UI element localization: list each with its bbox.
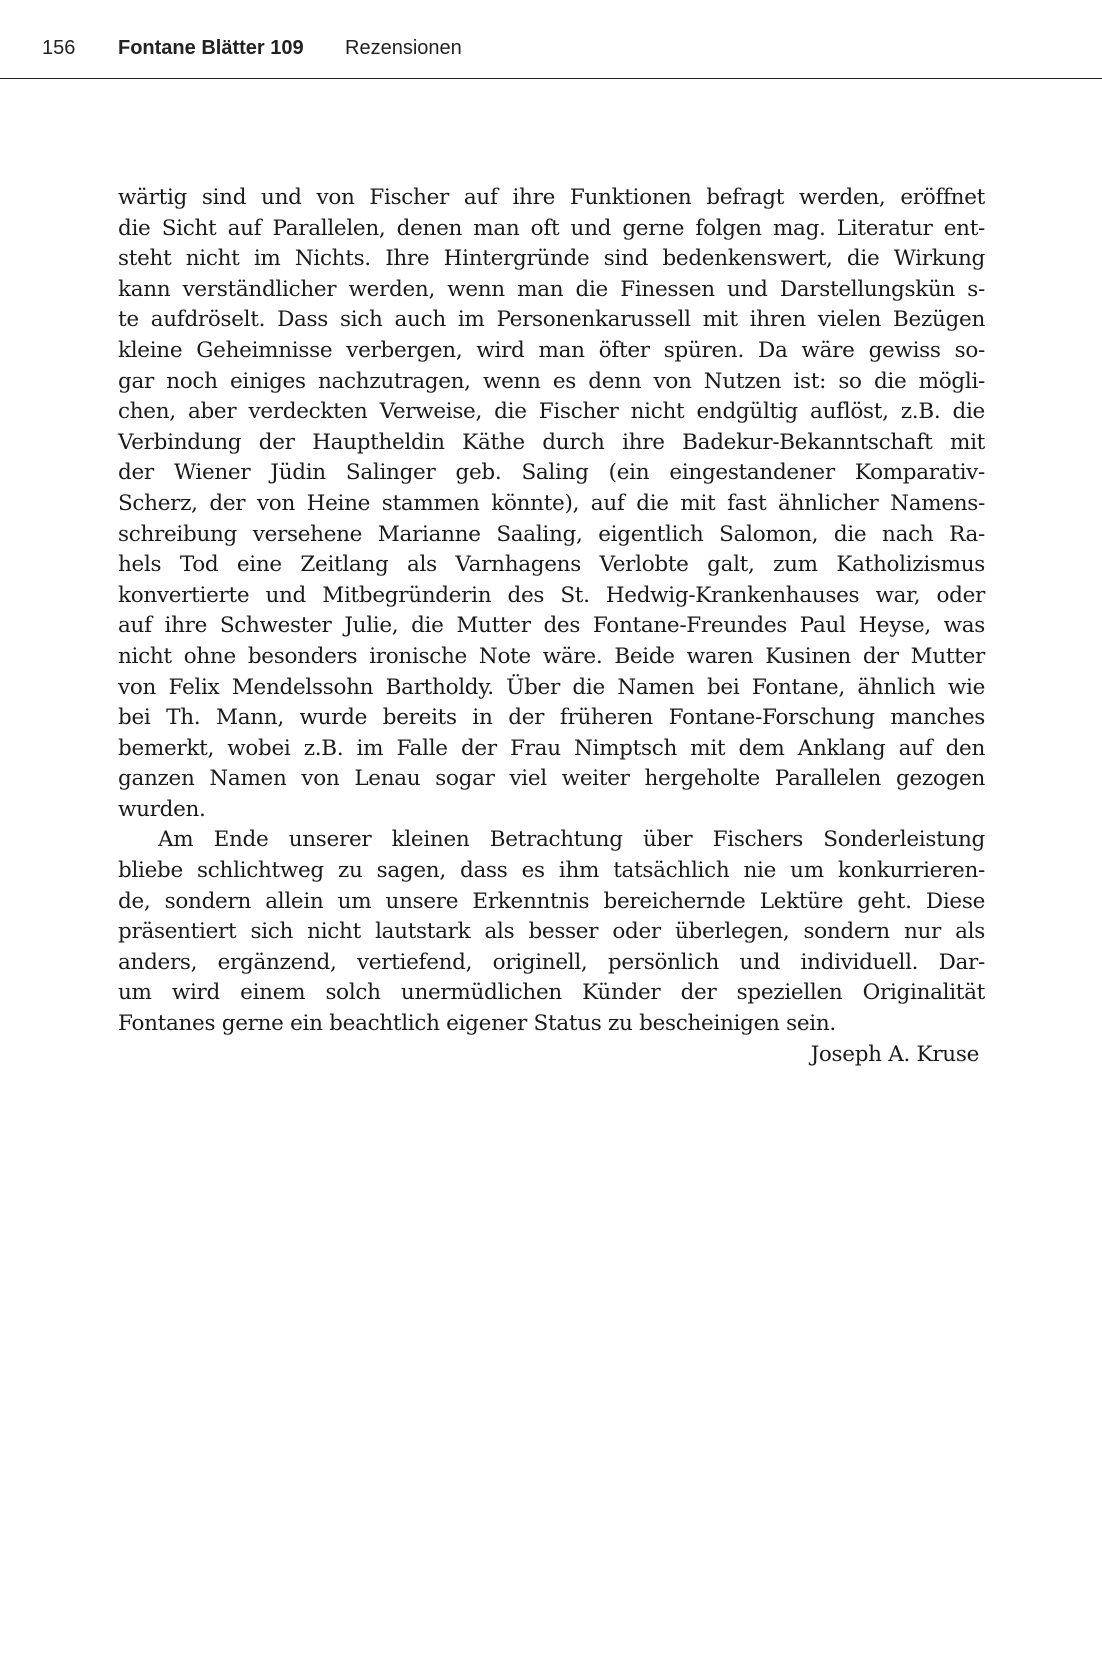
text-line: anders, ergänzend, vertiefend, originell, persönlich und individuell. Dar- (118, 949, 985, 975)
text-line: bliebe schlichtweg zu sagen, dass es ihm tatsächlich nie um konkurrieren- (118, 858, 985, 884)
text-line: chen, aber verdeckten Verweise, die Fischer nicht endgültig auflöst, z.B. die (118, 399, 985, 425)
paragraph-2 (118, 825, 985, 1039)
author-signature: Joseph A. Kruse (810, 1041, 979, 1067)
paragraph-1 (118, 183, 985, 825)
text-line: wurden. (118, 796, 206, 822)
text-line: gar noch einiges nachzutragen, wenn es denn von Nutzen ist: so die mögli- (118, 368, 985, 394)
text-line: de, sondern allein um unsere Erkenntnis bereichernde Lektüre geht. Diese (118, 888, 985, 914)
text-line: Fontanes gerne ein beachtlich eigener Status zu bescheinigen sein. (118, 1011, 836, 1037)
text-line: kleine Geheimnisse verbergen, wird man öfter spüren. Da wäre gewiss so- (118, 337, 985, 363)
section-name: Rezensionen (345, 37, 462, 59)
review-body (118, 183, 985, 1070)
text-line: Verbindung der Hauptheldin Käthe durch ihre Badekur-Bekanntschaft mit (118, 429, 985, 455)
text-line: wärtig sind und von Fischer auf ihre Funktionen befragt werden, eröffnet (118, 185, 985, 210)
text-line: kann verständlicher werden, wenn man die Finessen und Darstellungskün s- (118, 276, 985, 302)
text-line: präsentiert sich nicht lautstark als besser oder überlegen, sondern nur als (118, 919, 985, 945)
text-line: te aufdröselt. Dass sich auch im Personenkarussell mit ihren vielen Bezügen (118, 307, 985, 333)
text-line: Scherz, der von Heine stammen könnte), auf die mit fast ähnlicher Namens- (118, 490, 985, 516)
journal-title: Fontane Blätter 109 (118, 37, 304, 59)
text-line: der Wiener Jüdin Salinger geb. Saling (ein eingestandener Komparativ- (118, 460, 985, 486)
text-line: bemerkt, wobei z.B. im Falle der Frau Nimptsch mit dem Anklang auf den (118, 735, 985, 761)
text-line: um wird einem solch unermüdlichen Künder der speziellen Originalität (118, 980, 985, 1006)
text-line: hels Tod eine Zeitlang als Varnhagens Verlobte galt, zum Katholizismus (118, 552, 985, 578)
text-line: schreibung versehene Marianne Saaling, eigentlich Salomon, die nach Ra- (118, 521, 985, 547)
text-line: nicht ohne besonders ironische Note wäre. Beide waren Kusinen der Mutter (118, 643, 985, 669)
text-line: bei Th. Mann, wurde bereits in der früheren Fontane-Forschung manches (118, 705, 985, 731)
page-number: 156 (42, 37, 76, 59)
text-line: Am Ende unserer kleinen Betrachtung über Fischers Sonderleistung (158, 827, 985, 853)
text-line: von Felix Mendelssohn Bartholdy. Über die Namen bei Fontane, ähnlich wie (118, 674, 985, 700)
text-line: auf ihre Schwester Julie, die Mutter des Fontane-Freundes Paul Heyse, was (118, 613, 985, 639)
text-line: die Sicht auf Parallelen, denen man oft und gerne folgen mag. Literatur ent- (118, 215, 985, 241)
text-line: ganzen Namen von Lenau sogar viel weiter hergeholte Parallelen gezogen (118, 766, 985, 792)
text-line: steht nicht im Nichts. Ihre Hintergründe sind bedenkenswert, die Wirkung (118, 246, 985, 272)
text-line: konvertierte und Mitbegründerin des St. Hedwig-Krankenhauses war, oder (118, 582, 985, 608)
running-header (0, 0, 1102, 79)
